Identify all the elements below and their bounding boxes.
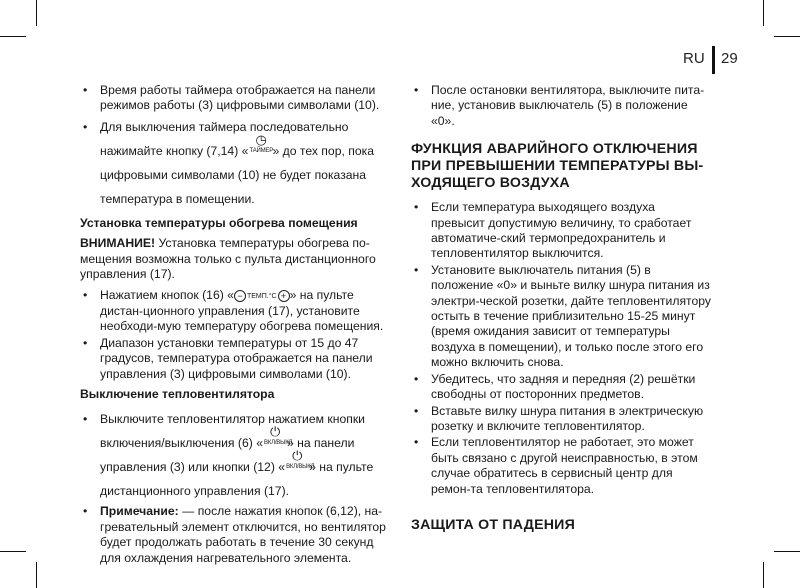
temperature-buttons-icon: − ТЕМП.°С + [234,288,290,302]
crop-mark [36,562,37,588]
list-item: • Нажатием кнопок (16) « − ТЕМП.°С + » на пульте дистан-ционного управления (17), установите необходи-мую температуру обогрева помещения. [80,288,392,334]
section-heading: Выключение тепловентилятора [80,386,275,401]
emergency-list [411,200,711,497]
crop-mark [763,0,764,26]
crop-mark [774,551,800,552]
list-item: • Примечание: — после нажатия кнопок (6,12), на-гревательный элемент отключится, но вентилятор будет продолжать работать в течение 30 секунд для охлаждения нагревательного элемента. [80,504,392,566]
header-divider [712,46,715,74]
list-item: • Для выключения таймера последовательно нажимайте кнопку (7,14) « ◷ ТАЙМЕР » до тех пор, пока цифровыми символами (10) не будет показана температура в помещении. [80,115,392,211]
plus-icon: + [278,290,290,302]
attention-label: ВНИМАНИЕ! [80,236,156,251]
note-label: Примечание: [100,504,179,519]
temperature-list [80,288,392,382]
language-code: RU [683,50,705,67]
list-item: • Установите выключатель питания (5) в положение «0» и выньте вилку шнура питания из электри-ческой розетки, дайте тепловентилятору остыть в течение приблизительно 15-25 минут (время ожидания зависит от температуры воздуха в помещении), и только после этого его можно включить снова. [411,263,711,371]
power-icon: ⏻ ВКЛ/ВЫКЛ [263,424,293,447]
list-item: • Время работы таймера отображается на панели режимов работы (3) цифровыми символами (10). [80,83,392,114]
left-column [80,83,392,567]
minus-icon: − [234,290,246,302]
crop-mark [774,36,800,37]
crop-mark [0,36,26,37]
attention-paragraph: ВНИМАНИЕ! Установка температуры обогрева по-мещения возможна только с пульта дистанционного управления (17). [80,236,376,282]
list-item: • Выключите тепловентилятор нажатием кнопки включения/выключения (6) « ⏻ ВКЛ/ВЫКЛ » на панели управления (3) или кнопки (12) « ⏻ ВКЛ/ВЫКЛ » на пульте дистанционного управления (17). [80,407,392,503]
section-heading: Установка температуры обогрева помещения [80,215,358,230]
switch-off-list [80,407,392,566]
after-stop-list [411,83,711,129]
list-item: • Убедитесь, что задняя и передняя (2) решётки свободны от посторонних предметов. [411,372,711,403]
list-item: • Если тепловентилятор не работает, это может быть связано с другой неисправностью, в этом случае обратитесь в сервисный центр для ремон-та тепловентилятора. [411,435,711,497]
list-item: • Если температура выходящего воздуха превысит допустимую величину, то сработает автоматиче-ский термопредохранитель и тепловентилятор выключится. [411,200,711,262]
crop-mark [763,562,764,588]
right-column [411,83,711,542]
power-icon: ⏻ ВКЛ/ВЫКЛ [286,448,315,471]
list-item: • Диапазон установки температуры от 15 до 47 градусов, температура отображается на панели управления (3) цифровыми символами (10). [80,336,392,382]
list-item: • Вставьте вилку шнура питания в электрическую розетку и включите тепловентилятор. [411,404,711,435]
timer-icon: ◷ ТАЙМЕР [249,131,274,154]
section-heading: ФУНКЦИЯ АВАРИЙНОГО ОТКЛЮЧЕНИЯ ПРИ ПРЕВЫШЕНИИ ТЕМПЕРАТУРЫ ВЫ-ХОДЯЩЕГО ВОЗДУХА [411,141,704,192]
list-item: • После остановки вентилятора, выключите пита-ние, установив выключатель (5) в положение «0». [411,83,711,129]
crop-mark [0,551,26,552]
crop-mark [36,0,37,26]
timer-list [80,83,392,211]
page-number: 29 [721,50,738,67]
section-heading: ЗАЩИТА ОТ ПАДЕНИЯ [411,516,575,533]
